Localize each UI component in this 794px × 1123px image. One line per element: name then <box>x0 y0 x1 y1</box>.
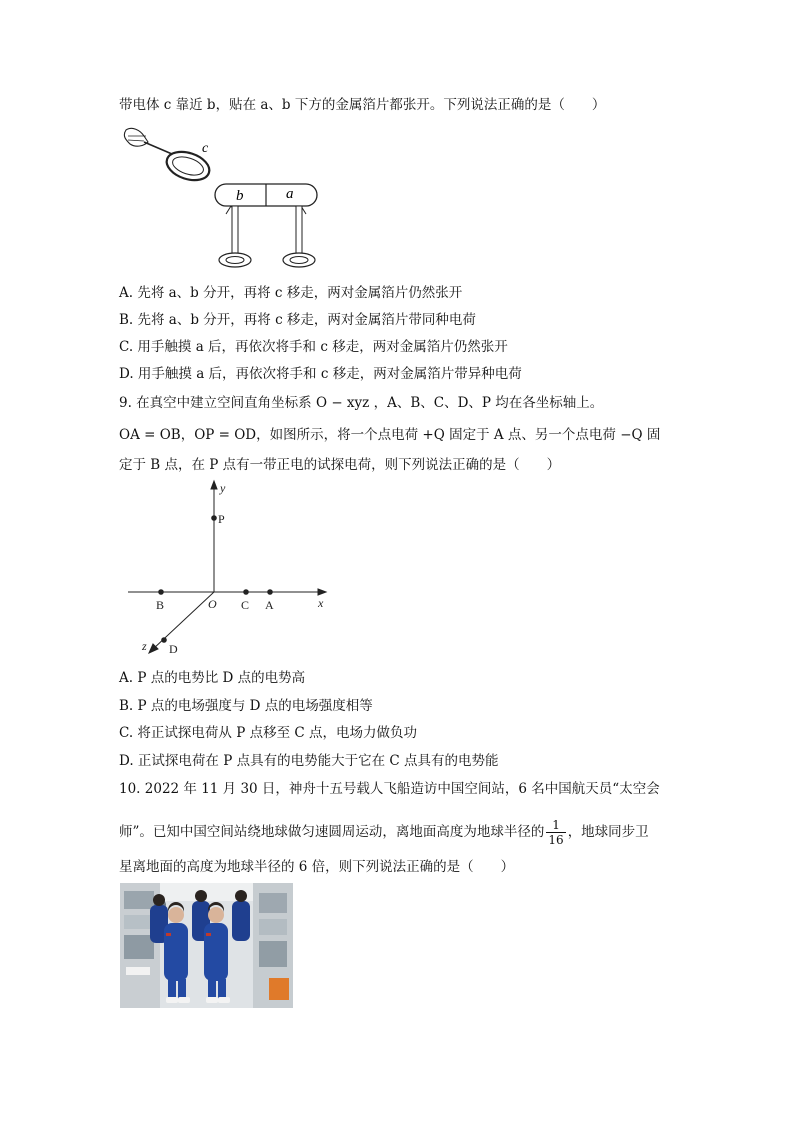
q8-option-b: B. 先将 a、b 分开，再将 c 移走，两对金属箔片带同种电荷 <box>119 312 476 328</box>
label-y: y <box>220 481 226 495</box>
astronaut-photo <box>120 883 293 1008</box>
q10-line-2-post: ，地球同步卫 <box>567 824 649 840</box>
label-c: C <box>241 598 250 612</box>
point-p <box>212 516 217 521</box>
q9-option-b: B. P 点的电场强度与 D 点的电场强度相等 <box>119 698 373 714</box>
fraction-numerator: 1 <box>546 818 565 833</box>
label-b: B <box>156 598 165 612</box>
q10-line-2-pre: 师”。已知中国空间站绕地球做匀速圆周运动，离地面高度为地球半径的 <box>119 824 545 840</box>
q8-option-d: D. 用手触摸 a 后，再依次将手和 c 移走，两对金属箔片带异种电荷 <box>119 366 522 382</box>
point-c <box>244 590 249 595</box>
q10-line-2 <box>119 818 649 847</box>
label-b: b <box>236 188 244 204</box>
q8-option-a: A. 先将 a、b 分开，再将 c 移走，两对金属箔片仍然张开 <box>119 285 463 301</box>
q9-option-d: D. 正试探电荷在 P 点具有的电势能大于它在 C 点具有的电势能 <box>119 753 499 769</box>
point-b <box>159 590 164 595</box>
label-d: D <box>169 642 178 656</box>
label-a: a <box>286 186 294 202</box>
q10-line-1: 10. 2022 年 11 月 30 日，神舟十五号载人飞船造访中国空间站，6 名中国航天员“太空会 <box>119 781 660 797</box>
label-c: c <box>202 141 209 156</box>
fraction-1-16 <box>546 818 565 847</box>
label-z: z <box>142 639 147 653</box>
label-a: A <box>265 598 274 612</box>
q8-option-c: C. 用手触摸 a 后，再依次将手和 c 移走，两对金属箔片仍然张开 <box>119 339 508 355</box>
label-x: x <box>318 596 324 610</box>
q9-option-a: A. P 点的电势比 D 点的电势高 <box>119 670 306 686</box>
point-a <box>268 590 273 595</box>
q9-line-3: 定于 B 点，在 P 点有一带正电的试探电荷，则下列说法正确的是（ ） <box>119 457 561 473</box>
q9-line-1: 9. 在真空中建立空间直角坐标系 O − xyz ，A、B、C、D、P 均在各坐标轴上。 <box>119 395 604 411</box>
q9-line-2: OA = OB，OP = OD，如图所示，将一个点电荷 +Q 固定于 A 点、另一个点电荷 −Q 固 <box>119 427 661 443</box>
q8-figure <box>118 122 328 274</box>
label-p: P <box>218 512 225 526</box>
q10-line-3: 星离地面的高度为地球半径的 6 倍，则下列说法正确的是（ ） <box>119 859 515 875</box>
q9-option-c: C. 将正试探电荷从 P 点移至 C 点，电场力做负功 <box>119 725 418 741</box>
fraction-denominator: 16 <box>548 833 564 847</box>
point-d <box>162 638 167 643</box>
q8-stem: 带电体 c 靠近 b，贴在 a、b 下方的金属箔片都张开。下列说法正确的是（ ） <box>119 97 606 113</box>
q9-figure <box>122 478 338 658</box>
label-o: O <box>208 597 217 611</box>
